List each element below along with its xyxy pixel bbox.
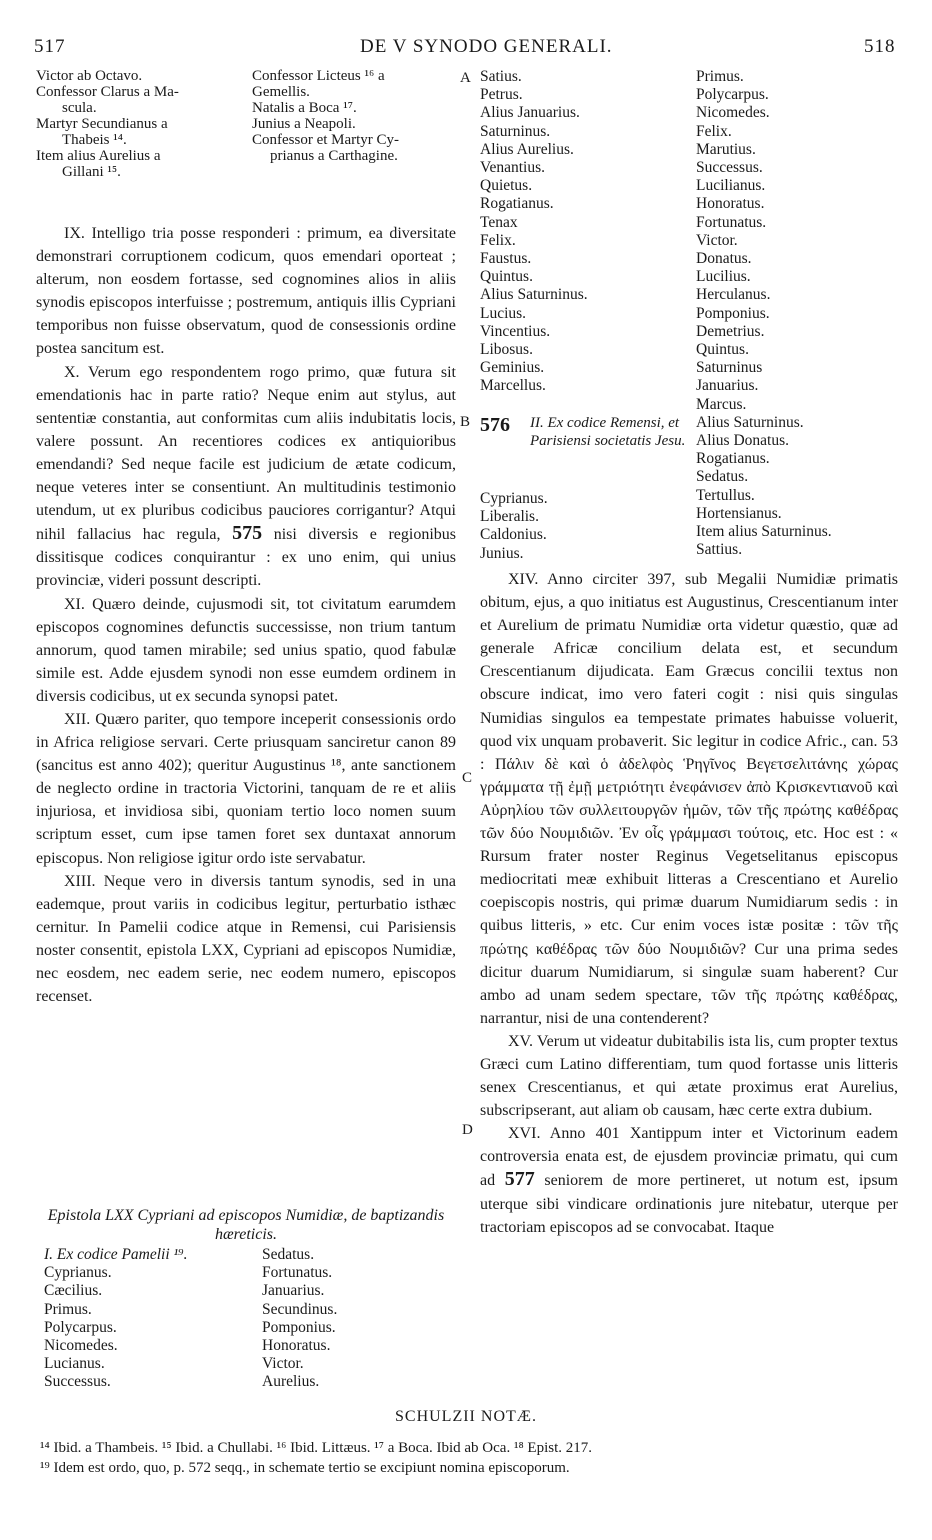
paragraph-xii: XII. Quæro pariter, quo tempore inceperit consessionis ordo in Africa religiose servari. Certe priusquam sanciretur canon 89 (sancitus est anno 402); queritur Augustinus ¹⁸, ante sanctionem de neglecto ordine in tractoria Victorini, tanquam de re et aliis injuriosa, et invidiosa sibi, quoniam tertio loco nomen suum scriptum esset, cum ipse tamen foret sex duntaxat annorum episcopus. Non religiose igitur ordo iste servabatur.	[36, 710, 456, 867]
list-item: Demetrius.	[696, 322, 765, 340]
list-item: Secundinus.	[262, 1300, 338, 1318]
right-list-b	[696, 68, 832, 559]
list-item: Lucilius.	[696, 268, 751, 286]
list-item: Primus.	[44, 1300, 92, 1318]
left-column-text	[36, 222, 456, 1008]
top-name-list	[36, 68, 456, 180]
list-item: Quintus.	[696, 341, 749, 359]
list-item: Quietus.	[480, 177, 533, 195]
list-item: Tenax	[480, 213, 518, 231]
list-item: Liberalis.	[480, 508, 539, 526]
list-item: Aurelius.	[262, 1373, 320, 1391]
list-item: Venantius.	[480, 159, 546, 177]
list-item: Vincentius.	[480, 322, 551, 340]
list-item: Tertullus.	[696, 486, 755, 504]
list-item: Victor.	[696, 231, 738, 249]
list-item: Cyprianus.	[44, 1264, 112, 1282]
list-item: Junius.	[480, 544, 524, 562]
list-item: Faustus.	[480, 250, 532, 268]
page-marker-575: 575	[232, 522, 263, 545]
right-list-a	[480, 68, 588, 396]
list-item: Marcus.	[696, 395, 747, 413]
list-item: Cyprianus.	[480, 490, 548, 507]
list-item: Sedatus.	[262, 1246, 315, 1263]
list-item: Fortunatus.	[262, 1264, 333, 1282]
list-item: Rogatianus.	[696, 450, 770, 468]
list-item: Gillani ¹⁵.	[62, 164, 121, 180]
paragraph-xvi-text: XVI. Anno 401 Xantippum inter et Victorinum eadem controversia enata est, de ejusdem provinciæ primatu, qui cum ad	[480, 1125, 898, 1190]
list-item: Marutius.	[696, 140, 756, 158]
list-item: Alius Saturninus.	[696, 413, 804, 431]
list-item: Sedatus.	[696, 468, 749, 486]
right-column-text	[480, 568, 898, 1239]
footnote-line: ¹⁹ Idem est ordo, quo, p. 572 seqq., in schemate tertio se excipiunt nomina episcoporum.	[40, 1460, 570, 1476]
pamelii-heading: I. Ex codice Pamelii ¹⁹.	[44, 1246, 188, 1263]
list-item: Fortunatus.	[696, 213, 767, 231]
list-item: Pomponius.	[696, 304, 770, 322]
list-item: Saturninus	[696, 359, 763, 377]
list-item: Hortensianus.	[696, 504, 782, 522]
list-item: Cæcilius.	[44, 1282, 103, 1300]
paragraph-xvi-continuation: seniorem de more pertineret, ut notum est, ipsum uterque sibi vindicare ordinationis jure nitebatur, uterque per tractoriam episcopos ad se convocabat. Itaque	[480, 1172, 898, 1236]
list-item: Alius Aurelius.	[480, 140, 574, 158]
paragraph-x	[36, 361, 456, 593]
list-item: Nicomedes.	[696, 104, 770, 122]
list-item: Herculanus.	[696, 286, 771, 304]
top-name-col-2	[252, 68, 456, 180]
list-item: Lucianus.	[44, 1355, 105, 1373]
list-item: Polycarpus.	[696, 86, 769, 104]
list-item: Alius Saturninus.	[480, 286, 588, 304]
margin-letter-b: B	[460, 414, 471, 430]
paragraph-ix: IX. Intelligo tria posse responderi : primum, ea diversitate demonstrari corruptionem codicum, quos emendari oporteat ; alterum, non eosdem fortasse, sed cognomines alios in aliis synodis episcopos interfuisse ; postremum, antiquis illis Cypriani temporibus non fuisse observatum, quod de consessionis ordine postea sancitum est.	[36, 225, 456, 358]
list-item: prianus a Carthagine.	[270, 148, 398, 164]
page-marker-577: 577	[504, 1168, 535, 1191]
margin-letter-a: A	[460, 70, 471, 86]
right-page-number: 518	[864, 36, 896, 57]
remensi-heading: II. Ex codice Remensi, et Parisiensi societatis Jesu.	[530, 415, 686, 449]
list-item: Item alius Saturninus.	[696, 523, 832, 541]
margin-letter-c: C	[462, 770, 473, 786]
list-item: Quintus.	[480, 268, 533, 286]
list-item: Petrus.	[480, 86, 523, 104]
paragraph-xiv: XIV. Anno circiter 397, sub Megalii Numidiæ primatis obitum, ejus, a quo initiatus est Augustinus, Crescentianum inter et Aurelium de primatu Numidiæ orta videtur quæstio, quæ ad generale Africæ concilium delata est, et secundum Crescentianum dijudicata. Eam Græcus concilii textus non obscure indicat, imo vero fateri cogit : nisi quis singulas Numidias singulos ea tempestate primates habuisse voluerit, quod vix unquam probaverit. Sic legitur in codice Afric., can. 53 : Πάλιν δὲ καὶ ὁ ἀδελφὸς Ῥηγῖνος Βεγετσελιτάνης χώρας γράμματα τῇ ἐμῇ μετριότητι ἐνεφάνισεν ἀπὸ Κρισκεντιανοῦ καὶ Αὐρηλίου τῶν συλλειτουργῶν ἡμῶν, τῶν τῆς πρώτης καθέδρας τῶν δύο Νουμιδιῶν. Ἐν οἷς γράμμασι τούτοις, etc. Hoc est : « Rursum frater noster Reginus Vegetselitanus episcopus mediocritati meæ exhibuit litteras a Crescentiano et Aurelio coepiscopis nostris, qui primæ duarum Numidiarum sedis : in quibus litteris, » etc. Cur enim voces istæ positæ : τῶν τῆς πρώτης καθέδρας τῶν δύο Νουμιδιῶν? Cur una prima sedes dicitur duarum Numidiarum, si singulæ suam haberent? Cur ambo ad unam sedem spectare, τῶν τῆς πρώτης καθέδρας, narrantur, nisi de una contenderent?	[480, 571, 898, 1027]
list-item: Honoratus.	[696, 195, 765, 213]
list-item: Felix.	[480, 231, 516, 249]
margin-letter-d: D	[462, 1122, 473, 1138]
list-item: Martyr Secundianus a	[36, 116, 168, 132]
running-title: DE V SYNODO GENERALI.	[360, 36, 613, 57]
list-item: Natalis a Boca ¹⁷.	[252, 100, 357, 116]
footnote-line: ¹⁴ Ibid. a Thambeis. ¹⁵ Ibid. a Chullabi. ¹⁶ Ibid. Littæus. ¹⁷ a Boca. Ibid ab Oca. ¹⁸ Epist. 217.	[40, 1440, 593, 1456]
list-item: Nicomedes.	[44, 1337, 118, 1355]
footnotes	[40, 1438, 910, 1478]
list-item: Libosus.	[480, 341, 533, 359]
list-item: Lucilianus.	[696, 177, 766, 195]
paragraph-xi: XI. Quæro deinde, cujusmodi sit, tot civitatum earumdem episcopos cognomines defunctis successisse, non trium tantum annorum, quod tamen mirabile; sed unius spatio, quod fabulæ simile est. Adde ejusdem synodi non esse eumdem ordinem in diversis codicibus, ut ex secunda synopsi patet.	[36, 595, 456, 705]
list-item: Felix.	[696, 122, 732, 140]
list-item: Gemellis.	[252, 84, 310, 100]
list-item: Item alius Aurelius a	[36, 148, 161, 164]
list-item: Satius.	[480, 68, 522, 85]
list-item: Successus.	[44, 1373, 111, 1391]
list-item: Donatus.	[696, 250, 752, 268]
list-item: Thabeis ¹⁴.	[62, 132, 127, 148]
pamelii-list-col-1	[44, 1246, 187, 1392]
page-marker-576: 576	[480, 414, 510, 436]
epistola-caption: Epistola LXX Cypriani ad episcopos Numidiæ, de baptizandis hæreticis.	[47, 1207, 445, 1243]
list-item: Honoratus.	[262, 1337, 331, 1355]
list-item: Lucius.	[480, 304, 527, 322]
list-item: Rogatianus.	[480, 195, 554, 213]
list-item: Polycarpus.	[44, 1318, 117, 1336]
remensi-list	[480, 490, 548, 563]
paragraph-x-text: X. Verum ego respondentem rogo primo, quæ futura sit emendationis hac in parte ratio? Neque enim aut stylus, aut sententiæ constantia, aut conformitas cum aliis indubitatis locis, valere possunt. An recentiores codices ex antiquioribus emendandi? Sed neque facile est judicium de ætate codicum, neque veteres inter se consentiunt. An multitudinis testimonio utendum, ut ex pluribus codicibus pauciores corrigantur? Atqui nihil fallacius hac regula,	[36, 363, 456, 544]
list-item: Geminius.	[480, 359, 545, 377]
list-item: Caldonius.	[480, 526, 547, 544]
paragraph-xvi	[480, 1122, 898, 1238]
top-name-col-1	[36, 68, 252, 180]
list-item: Confessor Licteus ¹⁶ a	[252, 68, 385, 84]
paragraph-x-continuation: nisi diversis e regionibus dissitisque codices conquirantur : ex uno enim, qui unius provinciæ, videri possunt descripti.	[36, 526, 457, 590]
list-item: Junius a Neapoli.	[252, 116, 356, 132]
list-item: Sattius.	[696, 541, 743, 559]
notes-title: SCHULZII NOTÆ.	[395, 1408, 537, 1425]
list-item: Januarius.	[262, 1282, 325, 1300]
list-item: Victor ab Octavo.	[36, 68, 143, 84]
list-item: Alius Donatus.	[696, 432, 789, 450]
list-item: Marcellus.	[480, 377, 546, 395]
left-page-number: 517	[34, 36, 66, 57]
list-item: Confessor Clarus a Ma-	[36, 84, 179, 100]
list-item: Primus.	[696, 68, 744, 85]
pamelii-list-col-2	[262, 1246, 337, 1392]
list-item: Pomponius.	[262, 1318, 336, 1336]
list-item: Successus.	[696, 159, 763, 177]
list-item: Saturninus.	[480, 122, 551, 140]
list-item: Januarius.	[696, 377, 759, 395]
list-item: Alius Januarius.	[480, 104, 580, 122]
list-item: scula.	[62, 100, 97, 116]
list-item: Victor.	[262, 1355, 304, 1373]
paragraph-xiii: XIII. Neque vero in diversis tantum synodis, sed in una eademque, prout variis in codicibus legitur, perturbatio isthæc cernitur. In Pamelii codice atque in Remensi, cui Parisiensis noster consentit, epistola LXX, Cypriani ad episcopos Numidiæ, nec eosdem, nec eadem serie, nec eodem numero, episcopos recenset.	[36, 872, 456, 1006]
paragraph-xv: XV. Verum ut videatur dubitabilis ista lis, cum propter textus Græci cum Latino differentiam, tum quod fortasse unis litteris senex Crescentianus, et qui ætate proximus erat Aurelius, subscripserant, aut aliam ob causam, hæc certe extra dubium.	[480, 1032, 898, 1120]
list-item: Confessor et Martyr Cy-	[252, 132, 400, 148]
